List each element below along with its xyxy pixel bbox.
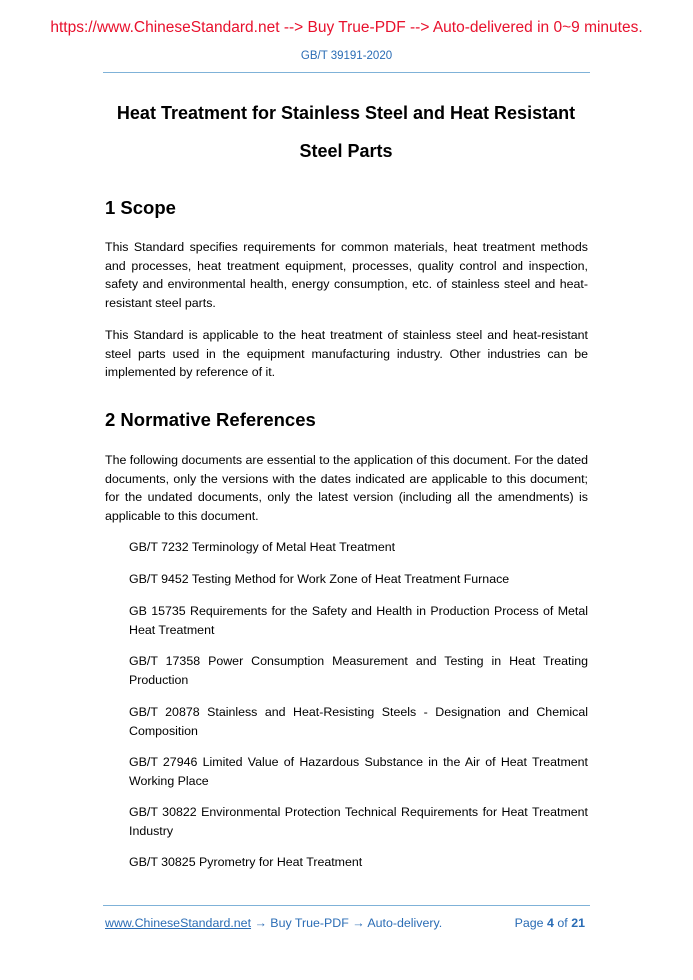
footer-divider [103, 905, 590, 906]
page-indicator [515, 916, 585, 930]
page-label: Page [514, 916, 544, 930]
footer-tagline: → Buy True-PDF → Auto-delivery. [251, 916, 443, 930]
page-footer [105, 916, 585, 930]
reference-item: GB/T 20878 Stainless and Heat-Resisting Steels - Designation and Chemical Composition [129, 705, 588, 738]
page-number: 4 [547, 916, 554, 930]
references-intro-paragraph: The following documents are essential to the application of this document. For the dated documents, only the versions with the dates indicated are applicable to this document; for the undated documents, only the latest version (including all the amendments) is applicable to this document. [105, 453, 588, 523]
section-heading-scope: 1 Scope [105, 197, 176, 218]
scope-paragraph-2: This Standard is applicable to the heat treatment of stainless steel and heat-resistant steel parts used in the equipment manufacturing industry. Other industries can be implemented by reference of it. [105, 328, 588, 379]
reference-item: GB/T 7232 Terminology of Metal Heat Treatment [129, 540, 396, 554]
promo-banner[interactable]: https://www.ChineseStandard.net --> Buy True-PDF --> Auto-delivered in 0~9 minutes. [50, 19, 643, 36]
header-divider [103, 72, 590, 73]
reference-item: GB 15735 Requirements for the Safety and Health in Production Process of Metal Heat Treatment [129, 604, 588, 637]
standard-code: GB/T 39191-2020 [300, 50, 393, 62]
scope-paragraph-1: This Standard specifies requirements for common materials, heat treatment methods and processes, heat treatment equipment, processes, quality control and inspection, safety and environmental health, energy consumption, etc. of stainless steel and heat-resistant steel parts. [105, 240, 588, 310]
document-title-line-1: Heat Treatment for Stainless Steel and Heat Resistant [116, 103, 576, 123]
of-label: of [557, 916, 568, 930]
document-title-line-2: Steel Parts [299, 141, 393, 161]
reference-item: GB/T 27946 Limited Value of Hazardous Substance in the Air of Heat Treatment Working Place [129, 755, 588, 788]
footer-website-link[interactable]: www.ChineseStandard.net [105, 916, 252, 930]
reference-item: GB/T 9452 Testing Method for Work Zone of Heat Treatment Furnace [129, 572, 510, 586]
reference-item: GB/T 30822 Environmental Protection Technical Requirements for Heat Treatment Industry [129, 805, 588, 838]
reference-item: GB/T 17358 Power Consumption Measurement and Testing in Heat Treating Production [129, 654, 588, 687]
section-heading-normative-references: 2 Normative References [105, 409, 316, 430]
reference-item: GB/T 30825 Pyrometry for Heat Treatment [129, 855, 363, 869]
page-total: 21 [571, 916, 585, 930]
